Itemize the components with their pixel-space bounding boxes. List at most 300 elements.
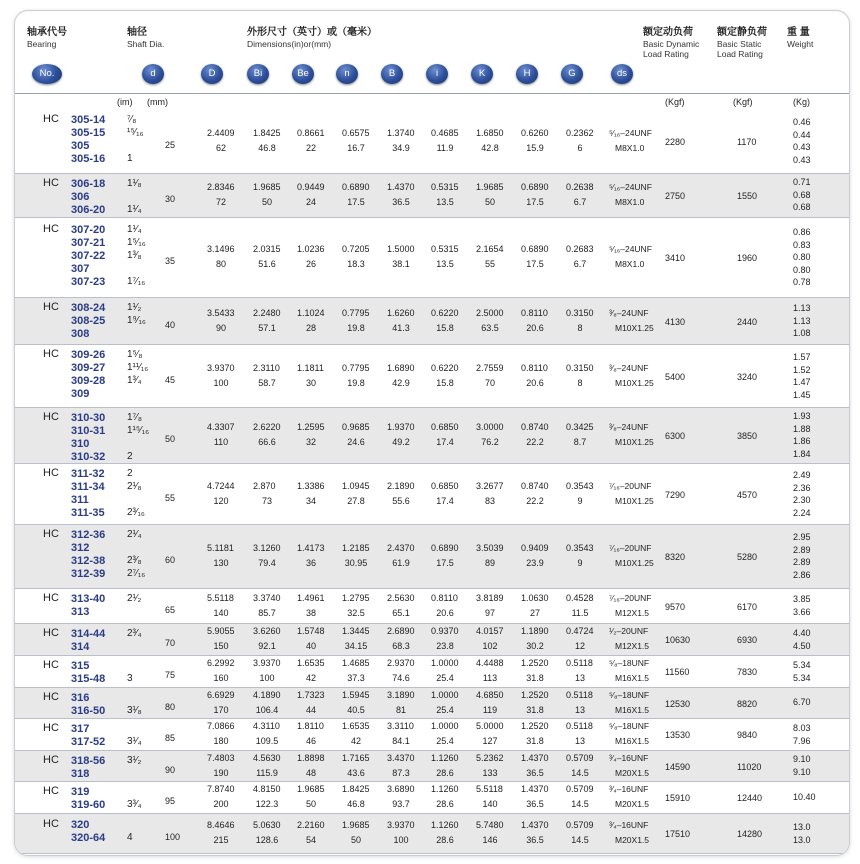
shaft-inch: 1⁵⁄₈: [127, 349, 143, 360]
dim-mm: 15.9: [526, 143, 544, 153]
thread-inch: ⁵⁄₈–18UNF: [609, 658, 650, 668]
static-load-value: 1550: [737, 191, 758, 201]
part-number: 305-16: [71, 153, 106, 165]
dim-mm: 34.9: [392, 143, 410, 153]
dim-inch: 0.4528: [566, 593, 594, 603]
dim-inch: 1.4173: [297, 543, 325, 553]
column-badge-g: G: [561, 64, 583, 84]
dim-mm: 63.5: [481, 323, 499, 333]
shaft-mm: 95: [165, 796, 176, 806]
dim-mm: 37.3: [347, 673, 365, 683]
dim-mm: 13.5: [436, 259, 454, 269]
series-prefix: HC: [43, 177, 59, 189]
part-number: 319-60: [71, 799, 106, 811]
weight-value: 8.03: [793, 723, 811, 733]
dim-mm: 170: [213, 705, 229, 715]
weight-value: 2.89: [793, 544, 811, 555]
unit-mm: (mm): [147, 97, 168, 107]
column-badge-bi: Bi: [247, 64, 269, 84]
shaft-inch: 3³⁄₄: [127, 799, 142, 810]
dim-inch: 0.8740: [521, 422, 549, 432]
dim-mm: 28: [305, 323, 316, 333]
dim-mm: 97: [484, 608, 495, 618]
thread-metric: M8X1.0: [615, 143, 645, 153]
dim-inch: 2.5000: [476, 308, 504, 318]
shaft-inch: 1⁷⁄₁₆: [127, 276, 146, 287]
dim-mm: 34: [305, 496, 316, 506]
dim-inch: 1.9370: [387, 422, 415, 432]
dim-mm: 36.5: [526, 799, 544, 809]
weight-value: 0.43: [793, 154, 811, 165]
dim-mm: 17.4: [436, 437, 454, 447]
dim-mm: 22.2: [526, 437, 544, 447]
bearing-group-row: [15, 688, 849, 719]
dim-inch: 5.7480: [476, 820, 504, 830]
dim-inch: 0.2638: [566, 182, 594, 192]
shaft-inch: 2¹⁄₂: [127, 593, 142, 604]
bearing-group-row: [15, 345, 849, 408]
dim-mm: 65.1: [392, 608, 410, 618]
dim-mm: 16.7: [347, 143, 365, 153]
static-load-value: 6930: [737, 635, 758, 645]
shaft-inch: ¹⁵⁄₁₆: [127, 127, 144, 138]
dynamic-load-value: 5400: [665, 372, 686, 382]
dim-mm: 42: [305, 673, 316, 683]
shaft-mm: 70: [165, 638, 176, 648]
part-number: 309: [71, 388, 90, 400]
shaft-inch: 1⁵⁄₁₆: [127, 237, 146, 248]
dim-mm: 31.8: [526, 673, 544, 683]
dim-mm: 30: [305, 378, 316, 388]
dim-inch: 0.9409: [521, 543, 549, 553]
dim-mm: 40: [305, 641, 316, 651]
static-load-value: 3850: [737, 431, 758, 441]
shaft-inch: 1¹⁄₄: [127, 224, 142, 235]
dim-inch: 0.6260: [521, 128, 549, 138]
dim-inch: 4.7244: [207, 481, 235, 491]
header-divider: [15, 93, 849, 94]
dim-inch: 1.8425: [253, 128, 281, 138]
dim-mm: 26: [305, 259, 316, 269]
static-load-value: 4570: [737, 490, 758, 500]
dim-mm: 36.5: [392, 197, 410, 207]
dim-mm: 93.7: [392, 799, 410, 809]
thread-metric: M8X1.0: [615, 197, 645, 207]
dim-inch: 1.6535: [342, 721, 370, 731]
dim-mm: 19.8: [347, 323, 365, 333]
shaft-inch: 2⁷⁄₁₆: [127, 568, 146, 579]
dim-inch: 5.0630: [253, 820, 281, 830]
dim-mm: 109.5: [255, 736, 279, 746]
weight-value: 2.30: [793, 495, 811, 505]
weight-value: 9.10: [793, 766, 811, 777]
series-prefix: HC: [43, 467, 59, 479]
column-badge-b: B: [381, 64, 403, 84]
dim-mm: 61.9: [392, 558, 410, 568]
dynamic-load-value: 2750: [665, 191, 686, 201]
thread-inch: ³⁄₈–24UNF: [609, 308, 649, 318]
dim-inch: 0.5709: [566, 753, 594, 763]
dim-inch: 0.6850: [431, 422, 459, 432]
weight-value: 6.70: [793, 697, 811, 707]
dim-inch: 1.0000: [431, 721, 459, 731]
dim-inch: 1.1260: [431, 784, 459, 794]
dim-inch: 1.2595: [297, 422, 325, 432]
bearing-group-row: [15, 782, 849, 814]
dim-inch: 1.2520: [521, 721, 549, 731]
dim-mm: 13: [574, 673, 585, 683]
dim-mm: 80: [215, 259, 226, 269]
dim-mm: 6: [577, 143, 583, 153]
dim-inch: 4.1890: [253, 690, 281, 700]
weight-value: 10.40: [793, 792, 816, 802]
weight-value: 1.57: [793, 352, 811, 362]
dim-mm: 12: [574, 641, 585, 651]
thread-inch: ⁵⁄₁₆–24UNF: [609, 128, 652, 138]
part-number: 308: [71, 328, 90, 340]
static-load-header: 额定静负荷 Basic Static Load Rating: [717, 27, 767, 59]
shaft-inch: 1³⁄₈: [127, 250, 142, 261]
dim-mm: 17.5: [347, 197, 365, 207]
dim-inch: 1.8110: [297, 721, 324, 731]
column-badge-i: i: [426, 64, 448, 84]
part-number: 306-18: [71, 178, 106, 190]
dim-inch: 0.8110: [521, 308, 548, 318]
series-prefix: HC: [43, 754, 59, 766]
dim-inch: 0.6890: [521, 182, 549, 192]
dim-inch: 1.4961: [297, 593, 325, 603]
dim-mm: 17.5: [526, 197, 544, 207]
weight-header: 重 量 Weight: [787, 27, 814, 49]
dim-inch: 2.8346: [207, 182, 235, 192]
thread-inch: ⁷⁄₁₆–20UNF: [609, 593, 652, 603]
dim-mm: 72: [215, 197, 226, 207]
dim-inch: 3.9370: [207, 363, 235, 373]
dim-inch: 3.6260: [253, 626, 281, 636]
dim-inch: 1.0000: [431, 658, 459, 668]
dim-mm: 84.1: [392, 736, 410, 746]
dim-mm: 140: [213, 608, 229, 618]
dim-inch: 2.6890: [387, 626, 415, 636]
dim-inch: 0.5118: [566, 690, 593, 700]
dim-inch: 3.3740: [253, 593, 281, 603]
dim-mm: 66.6: [258, 437, 276, 447]
series-prefix: HC: [43, 691, 59, 703]
dim-inch: 0.5709: [566, 820, 594, 830]
dim-mm: 100: [259, 673, 275, 683]
part-number: 315: [71, 660, 90, 672]
dim-inch: 0.8110: [521, 363, 548, 373]
dim-inch: 3.9370: [253, 658, 281, 668]
dim-inch: 1.9685: [297, 784, 325, 794]
shaft-mm: 90: [165, 765, 176, 775]
part-number: 307-20: [71, 224, 106, 236]
shaft-inch: 1⁷⁄₈: [127, 412, 142, 423]
weight-value: 0.80: [793, 264, 811, 275]
dim-mm: 13: [574, 705, 585, 715]
dim-inch: 2.7559: [476, 363, 504, 373]
shaft-inch: 2³⁄₁₆: [127, 507, 145, 518]
dim-inch: 1.1024: [297, 308, 325, 318]
dim-mm: 24.6: [347, 437, 365, 447]
dim-inch: 0.5118: [566, 721, 593, 731]
dim-inch: 0.5709: [566, 784, 594, 794]
static-load-value: 12440: [737, 793, 763, 803]
dim-inch: 1.4370: [521, 820, 549, 830]
weight-value: 1.45: [793, 389, 811, 400]
part-number: 320-64: [71, 832, 106, 844]
dim-inch: 0.3543: [566, 543, 594, 553]
part-number: 316-50: [71, 705, 106, 717]
part-number: 312-39: [71, 568, 106, 580]
dim-mm: 23.9: [526, 558, 544, 568]
column-badge-d: d: [142, 64, 164, 84]
part-number: 305-14: [71, 114, 106, 126]
dim-inch: 3.1260: [253, 543, 281, 553]
dynamic-load-value: 11560: [665, 667, 690, 677]
dim-mm: 36.5: [526, 768, 544, 778]
dim-inch: 4.3110: [253, 721, 280, 731]
dim-mm: 76.2: [481, 437, 499, 447]
weight-value: 1.84: [793, 448, 811, 459]
dim-mm: 119: [482, 705, 498, 715]
dim-mm: 11.9: [436, 143, 454, 153]
part-number: 307-21: [71, 237, 106, 249]
weight-value: 1.52: [793, 364, 811, 375]
dim-mm: 57.1: [258, 323, 276, 333]
dim-mm: 8: [577, 323, 583, 333]
dim-inch: 0.8740: [521, 481, 549, 491]
dim-mm: 30.2: [526, 641, 544, 651]
dynamic-load-value: 6300: [665, 431, 686, 441]
static-load-value: 2440: [737, 317, 758, 327]
dim-mm: 49.2: [392, 437, 410, 447]
dim-mm: 73: [261, 496, 272, 506]
dim-mm: 34.15: [344, 641, 368, 651]
thread-metric: M12X1.5: [615, 608, 650, 618]
dim-mm: 160: [213, 673, 229, 683]
dim-inch: 3.0000: [476, 422, 504, 432]
part-number: 311-32: [71, 468, 105, 480]
dim-inch: 0.6220: [431, 308, 459, 318]
series-prefix: HC: [43, 528, 59, 540]
dim-inch: 0.6890: [521, 244, 549, 254]
weight-value: 0.68: [793, 189, 811, 200]
dim-inch: 3.6890: [387, 784, 415, 794]
dim-mm: 14.5: [571, 799, 589, 809]
dim-inch: 0.6850: [431, 481, 459, 491]
static-load-value: 3240: [737, 372, 758, 382]
dim-mm: 19.8: [347, 378, 365, 388]
dim-inch: 1.9685: [253, 182, 281, 192]
dim-mm: 50: [261, 197, 272, 207]
thread-inch: ⁵⁄₁₆–24UNF: [609, 182, 652, 192]
dim-inch: 3.9370: [387, 820, 415, 830]
part-number: 317-52: [71, 736, 106, 748]
dim-inch: 1.8425: [342, 784, 370, 794]
dim-mm: 55.6: [392, 496, 410, 506]
dim-mm: 122.3: [255, 799, 279, 809]
dynamic-load-value: 14590: [665, 762, 691, 772]
static-load-value: 6170: [737, 602, 758, 612]
dim-mm: 127: [482, 736, 498, 746]
dim-mm: 42.8: [481, 143, 499, 153]
dim-inch: 2.4409: [207, 128, 235, 138]
weight-value: 3.66: [793, 606, 811, 617]
dim-mm: 89: [484, 558, 495, 568]
dim-inch: 1.9685: [476, 182, 504, 192]
dim-mm: 140: [482, 799, 498, 809]
dim-mm: 113: [482, 673, 498, 683]
part-number: 305-15: [71, 127, 106, 139]
dim-inch: 4.5630: [253, 753, 281, 763]
static-load-value: 9840: [737, 730, 758, 740]
dim-inch: 3.1496: [207, 244, 235, 254]
weight-value: 2.49: [793, 470, 811, 480]
dim-mm: 31.8: [526, 736, 544, 746]
static-load-value: 1960: [737, 253, 758, 263]
part-number: 307: [71, 263, 90, 275]
dynamic-load-value: 17510: [665, 829, 691, 839]
dynamic-load-value: 7290: [665, 490, 686, 500]
weight-value: 1.47: [793, 377, 811, 387]
dim-inch: 1.1260: [431, 753, 459, 763]
dim-inch: 3.3110: [387, 721, 414, 731]
dim-inch: 5.2362: [476, 753, 504, 763]
thread-inch: ³⁄₄–16UNF: [609, 753, 649, 763]
dim-mm: 215: [213, 835, 229, 845]
dim-inch: 2.2480: [253, 308, 281, 318]
dim-mm: 22: [305, 143, 316, 153]
dim-inch: 1.0630: [521, 593, 549, 603]
dim-inch: 1.2520: [521, 690, 549, 700]
shaft-inch: 1¹⁄₄: [127, 204, 142, 215]
unit-dynamic-kgf: (Kgf): [665, 97, 685, 107]
dim-inch: 0.6890: [431, 543, 459, 553]
dim-inch: 0.6575: [342, 128, 370, 138]
dim-inch: 0.5315: [431, 182, 459, 192]
dim-inch: 1.5945: [342, 690, 370, 700]
dim-inch: 2.6220: [253, 422, 281, 432]
static-load-value: 1170: [737, 137, 757, 147]
part-number: 308-24: [71, 302, 106, 314]
dim-inch: 1.0000: [431, 690, 459, 700]
thread-inch: ⁵⁄₈–18UNF: [609, 690, 650, 700]
dim-inch: 0.8110: [431, 593, 458, 603]
dim-mm: 70: [484, 378, 495, 388]
shaft-mm: 80: [165, 702, 176, 712]
bearing-group-row: [15, 109, 849, 174]
thread-inch: ³⁄₈–24UNF: [609, 422, 649, 432]
dynamic-load-value: 13530: [665, 730, 691, 740]
dim-inch: 5.0000: [476, 721, 504, 731]
thread-inch: ⁷⁄₁₆–20UNF: [609, 543, 652, 553]
dim-mm: 102: [482, 641, 498, 651]
bearing-group-row: [15, 525, 849, 589]
shaft-inch: 1¹⁵⁄₁₆: [127, 425, 150, 436]
dim-inch: 0.2683: [566, 244, 594, 254]
spec-table-frame: [14, 10, 850, 856]
bearing-group-row: [15, 408, 849, 464]
part-number: 311-35: [71, 507, 105, 519]
shaft-inch: 3: [127, 673, 133, 684]
dim-mm: 85.7: [258, 608, 276, 618]
dim-inch: 8.4646: [207, 820, 235, 830]
dynamic-load-value: 4130: [665, 317, 686, 327]
dim-inch: 1.6535: [297, 658, 325, 668]
dim-mm: 92.1: [258, 641, 276, 651]
static-load-value: 7830: [737, 667, 758, 677]
weight-value: 13.0: [793, 834, 811, 845]
weight-value: 9.10: [793, 754, 811, 764]
dim-mm: 83: [484, 496, 495, 506]
thread-metric: M10X1.25: [615, 378, 654, 388]
shaft-mm: 75: [165, 670, 176, 680]
thread-metric: M20X1.5: [615, 768, 650, 778]
dim-mm: 50: [350, 835, 361, 845]
bearing-group-row: [15, 174, 849, 218]
weight-value: 13.0: [793, 822, 811, 832]
dim-inch: 0.3425: [566, 422, 594, 432]
dim-inch: 2.2160: [297, 820, 325, 830]
shaft-inch: 1³⁄₄: [127, 375, 142, 386]
dim-inch: 1.3386: [297, 481, 325, 491]
dim-mm: 31.8: [526, 705, 544, 715]
series-prefix: HC: [43, 223, 59, 235]
dim-mm: 6.7: [573, 197, 587, 207]
dim-inch: 1.0236: [297, 244, 325, 254]
dim-inch: 5.5118: [207, 593, 234, 603]
shaft-inch: 2³⁄₈: [127, 555, 142, 566]
shaft-inch: 2³⁄₄: [127, 628, 142, 639]
dim-mm: 190: [213, 768, 229, 778]
dim-inch: 5.5118: [476, 784, 503, 794]
dim-mm: 8.7: [573, 437, 587, 447]
dim-inch: 3.5433: [207, 308, 235, 318]
weight-value: 0.71: [793, 177, 811, 187]
part-number: 318-56: [71, 755, 106, 767]
dim-mm: 43.6: [347, 768, 365, 778]
dim-inch: 4.3307: [207, 422, 235, 432]
column-badge-h: H: [516, 64, 538, 84]
part-number: 309-28: [71, 375, 106, 387]
dim-inch: 1.7323: [297, 690, 325, 700]
weight-value: 0.78: [793, 277, 811, 287]
dim-mm: 20.6: [526, 323, 544, 333]
bearing-group-row: [15, 624, 849, 656]
static-load-value: 8820: [737, 699, 758, 709]
dim-inch: 0.3150: [566, 363, 594, 373]
dynamic-load-value: 3410: [665, 253, 686, 263]
thread-metric: M16X1.5: [615, 705, 650, 715]
part-number: 309-27: [71, 362, 106, 374]
dim-inch: 4.4488: [476, 658, 504, 668]
shaft-mm: 85: [165, 733, 176, 743]
dim-mm: 18.3: [347, 259, 365, 269]
part-number: 312-38: [71, 555, 106, 567]
dim-mm: 79.4: [258, 558, 276, 568]
dim-mm: 46: [305, 736, 316, 746]
thread-metric: M16X1.5: [615, 673, 650, 683]
dynamic-load-value: 10630: [665, 635, 691, 645]
part-number: 314: [71, 641, 90, 653]
shaft-inch: 2¹⁄₈: [127, 481, 142, 492]
part-number: 308-25: [71, 315, 106, 327]
thread-metric: M20X1.5: [615, 835, 650, 845]
thread-metric: M10X1.25: [615, 558, 654, 568]
part-number: 310-31: [71, 425, 106, 437]
dim-inch: 1.7165: [342, 753, 370, 763]
